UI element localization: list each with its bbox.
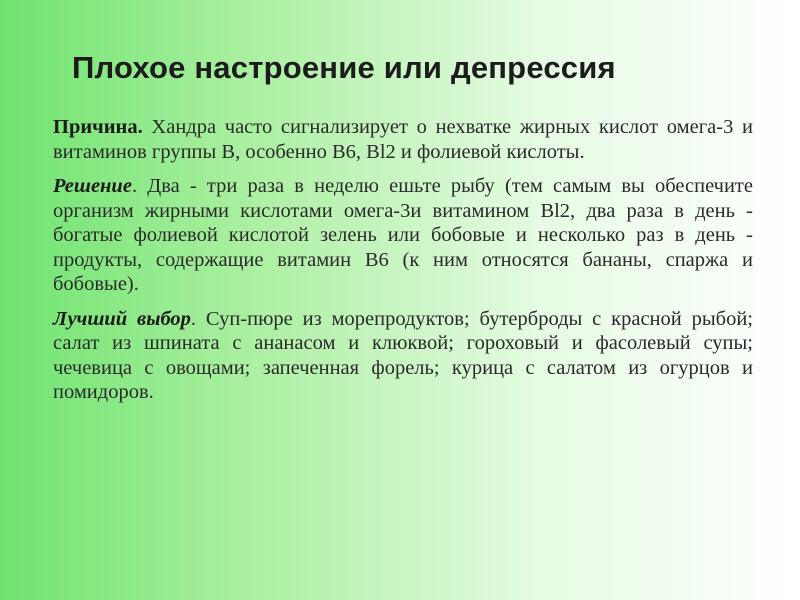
paragraph-best-choice bbox=[53, 307, 753, 405]
paragraph-cause bbox=[53, 115, 753, 164]
paragraph-cause-text: Хандра часто сигнализирует о нехватке жирных кислот омега-3 и витаминов группы В, особенно В6, Bl2 и фолиевой кислоты. bbox=[53, 116, 753, 163]
paragraph-solution bbox=[53, 174, 753, 297]
slide-title: Плохое настроение или депрессия bbox=[72, 50, 616, 85]
paragraph-cause-lead: Причина. bbox=[53, 116, 143, 138]
paragraph-solution-text: . Два - три раза в неделю ешьте рыбу (тем самым вы обеспечите организм жирными кислотами омега-3и витамином Bl2, два раза в день - богатые фолиевой кислотой зелень или бобовые и несколько раз в день - продукты, содержащие витамин В6 (к ним относятся бананы, спаржа и бобовые). bbox=[53, 175, 753, 295]
paragraph-best-choice-lead: Лучший выбор bbox=[53, 307, 191, 330]
slide-content bbox=[53, 115, 753, 415]
paragraph-best-choice-text: . Суп-пюре из морепродуктов; бутерброды с красной рыбой; салат из шпината с ананасом и клюквой; гороховый и фасолевый супы; чечевица с овощами; запеченная форель; курица с салатом из огурцов и помидоров. bbox=[53, 307, 753, 403]
paragraph-solution-lead: Решение bbox=[53, 175, 132, 197]
